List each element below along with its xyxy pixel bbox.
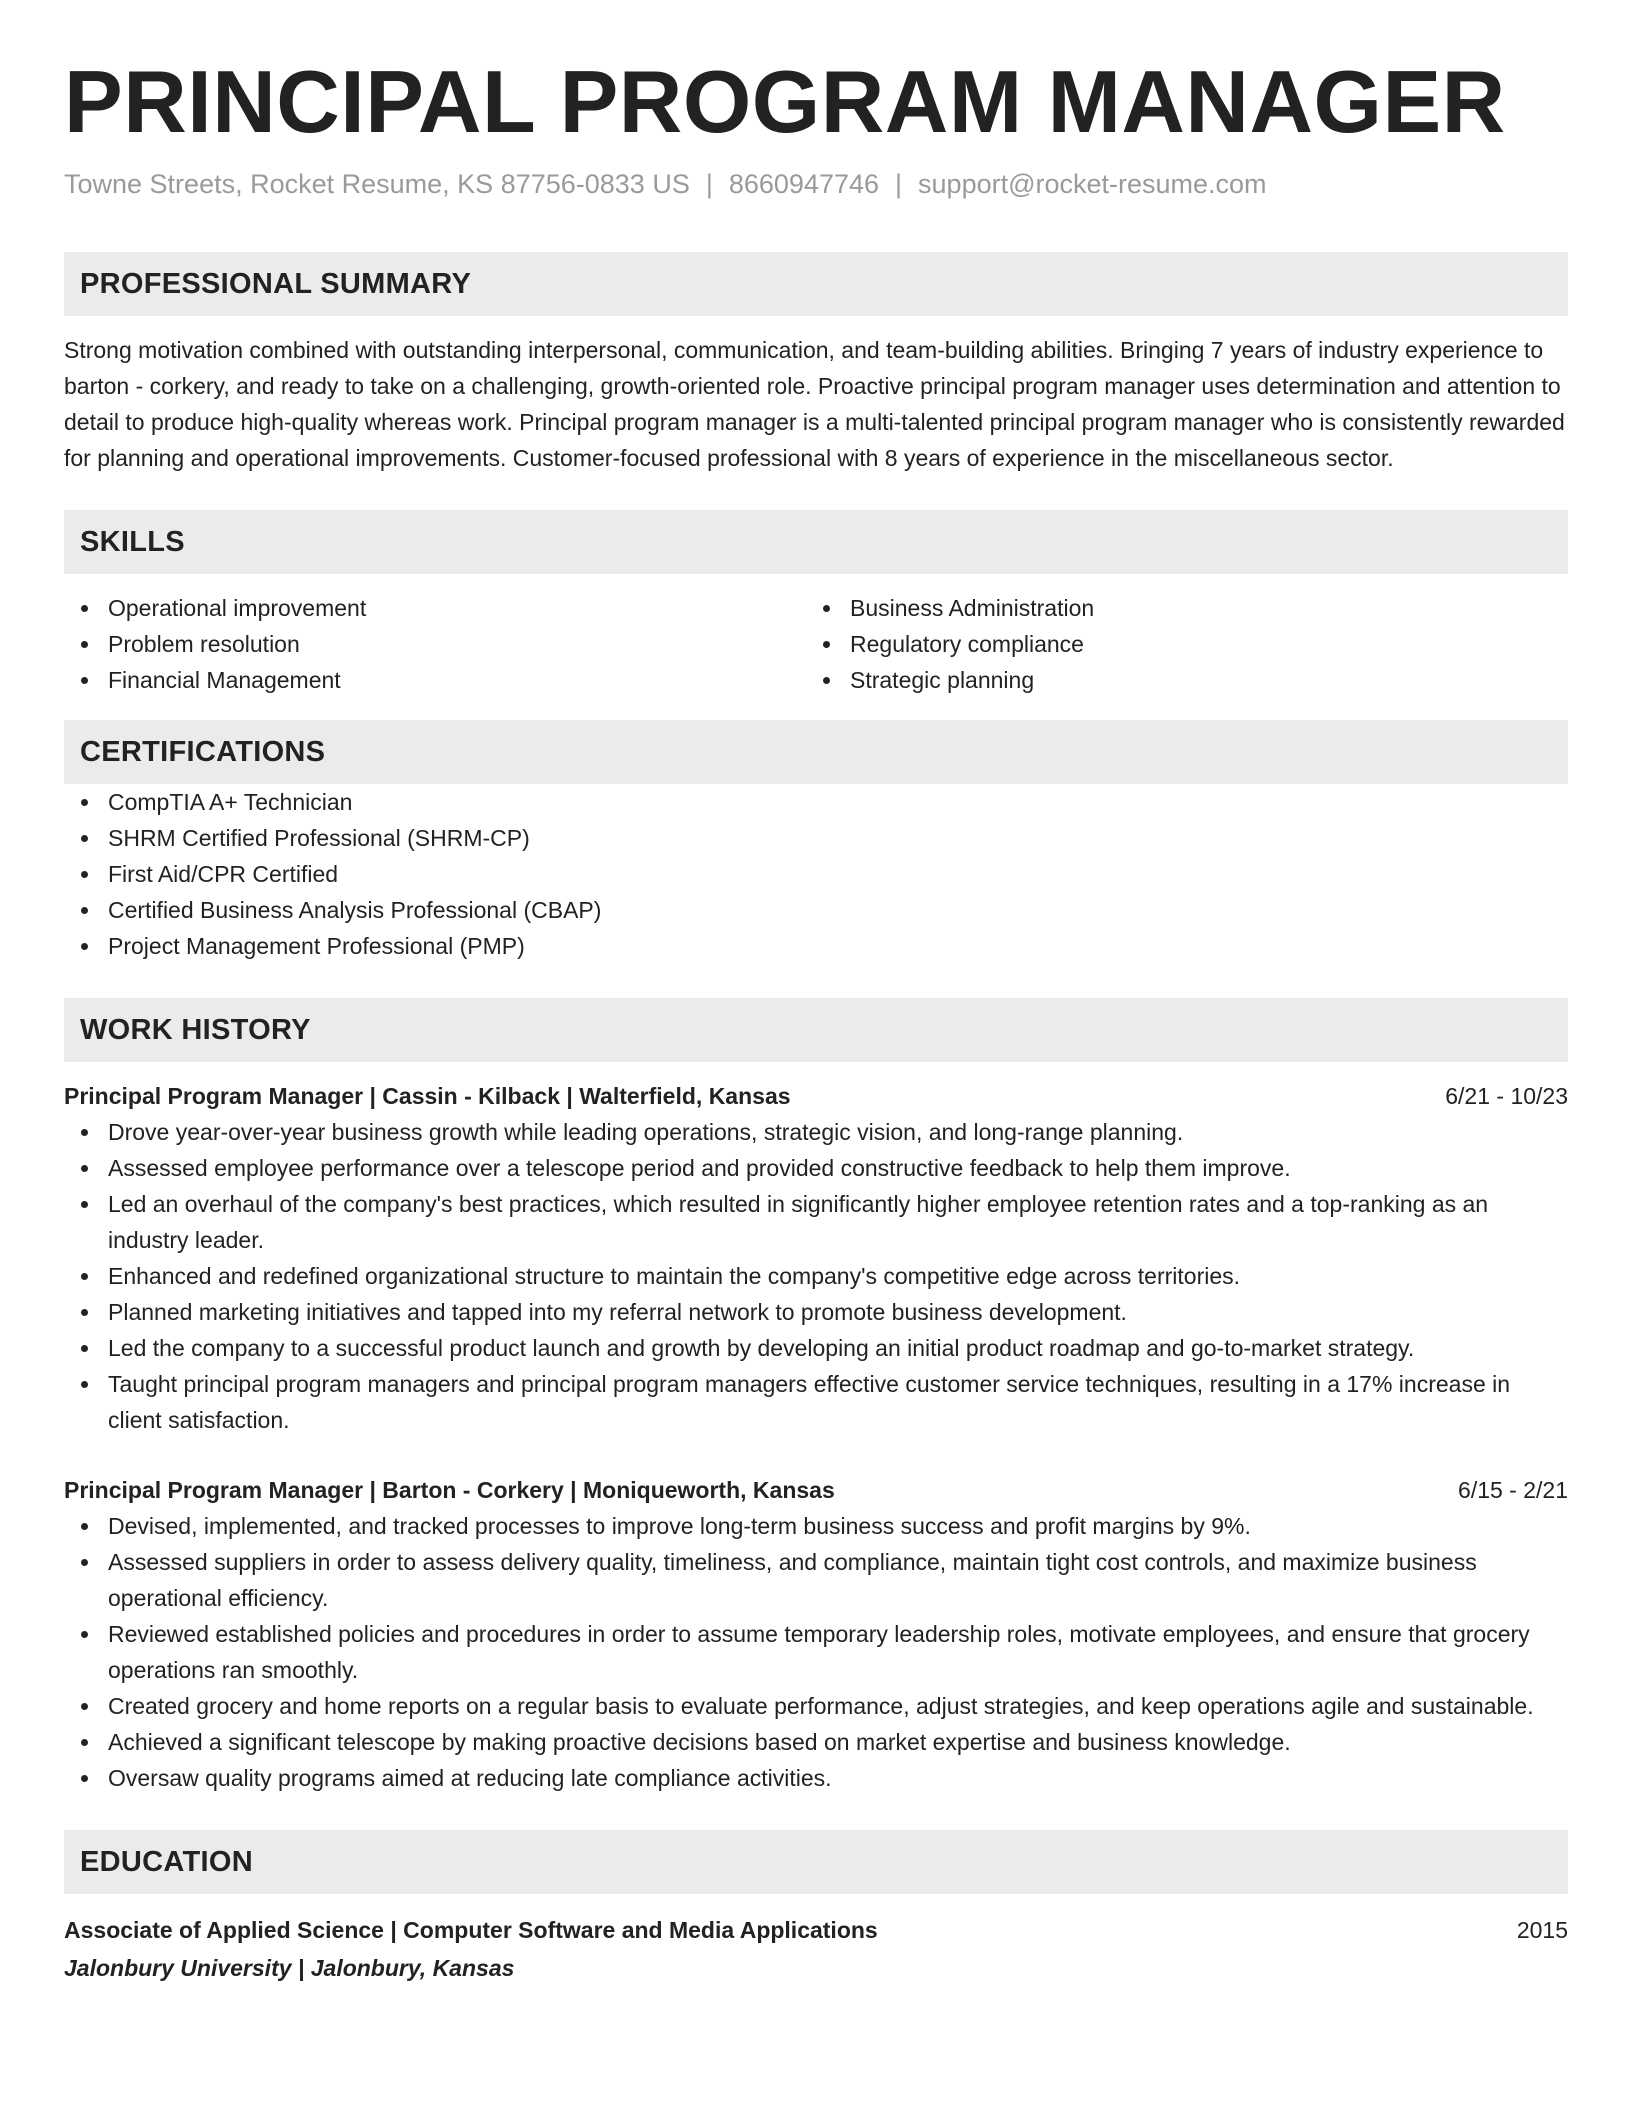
skill-item: Business Administration: [806, 590, 1548, 626]
job-entry: [64, 1472, 1568, 1796]
skills-column-left: [64, 590, 806, 698]
skill-item: Problem resolution: [64, 626, 806, 662]
certification-item: Certified Business Analysis Professional (CBAP): [64, 892, 1568, 928]
job-entry: [64, 1078, 1568, 1438]
education-header: [64, 1912, 1568, 1948]
skills-column-right: [806, 590, 1548, 698]
job-title: Principal Program Manager | Barton - Corkery | Moniqueworth, Kansas: [64, 1477, 835, 1503]
contact-separator: |: [895, 169, 903, 199]
skill-item: Strategic planning: [806, 662, 1548, 698]
section-heading-work-history: WORK HISTORY: [64, 998, 1568, 1062]
job-bullet: Devised, implemented, and tracked processes to improve long-term business success and profit margins by 9%.: [64, 1508, 1568, 1544]
job-bullet: Assessed employee performance over a telescope period and provided constructive feedback to help them improve.: [64, 1150, 1568, 1186]
certification-item: SHRM Certified Professional (SHRM-CP): [64, 820, 1568, 856]
education-year: 2015: [1516, 1917, 1568, 1943]
education-degree: Associate of Applied Science | Computer Software and Media Applications: [64, 1917, 878, 1943]
skills-grid: [64, 590, 1568, 698]
job-title: Principal Program Manager | Cassin - Kilback | Walterfield, Kansas: [64, 1083, 791, 1109]
job-bullet: Enhanced and redefined organizational structure to maintain the company's competitive edge across territories.: [64, 1258, 1568, 1294]
skill-item: Regulatory compliance: [806, 626, 1548, 662]
job-dates: 6/15 - 2/21: [1458, 1477, 1568, 1503]
job-header: [64, 1472, 1568, 1508]
certification-item: Project Management Professional (PMP): [64, 928, 1568, 964]
job-bullet: Taught principal program managers and principal program managers effective customer service techniques, resulting in a 17% increase in client satisfaction.: [64, 1366, 1568, 1438]
section-heading-summary: PROFESSIONAL SUMMARY: [64, 252, 1568, 316]
summary-text: Strong motivation combined with outstanding interpersonal, communication, and team-building abilities. Bringing 7 years of industry experience to barton - corkery, and ready to take on a challenging, growth-oriented role. Proactive principal program manager uses determination and attention to detail to produce high-quality whereas work. Principal program manager is a multi-talented principal program manager who is consistently rewarded for planning and operational improvements. Customer-focused professional with 8 years of experience in the miscellaneous sector.: [64, 337, 1565, 471]
job-bullet: Drove year-over-year business growth while leading operations, strategic vision, and long-range planning.: [64, 1114, 1568, 1150]
certification-item: CompTIA A+ Technician: [64, 784, 1568, 820]
job-dates: 6/21 - 10/23: [1445, 1083, 1568, 1109]
section-heading-education: EDUCATION: [64, 1830, 1568, 1894]
contact-address: Towne Streets, Rocket Resume, KS 87756-0833 US: [64, 169, 690, 199]
job-bullets: [64, 1508, 1568, 1796]
resume-name: PRINCIPAL PROGRAM MANAGER: [64, 52, 1506, 151]
job-bullet: Led the company to a successful product launch and growth by developing an initial product roadmap and go-to-market strategy.: [64, 1330, 1568, 1366]
section-heading-certifications: CERTIFICATIONS: [64, 720, 1568, 784]
job-header: [64, 1078, 1568, 1114]
skill-item: Operational improvement: [64, 590, 806, 626]
section-heading-skills: SKILLS: [64, 510, 1568, 574]
certification-item: First Aid/CPR Certified: [64, 856, 1568, 892]
job-bullet: Reviewed established policies and procedures in order to assume temporary leadership roles, motivate employees, and ensure that grocery operations ran smoothly.: [64, 1616, 1568, 1688]
job-bullet: Led an overhaul of the company's best practices, which resulted in significantly higher employee retention rates and a top-ranking as an industry leader.: [64, 1186, 1568, 1258]
contact-phone: 8660947746: [728, 169, 880, 199]
certifications-list: [64, 784, 1568, 964]
job-bullet: Created grocery and home reports on a regular basis to evaluate performance, adjust strategies, and keep operations agile and sustainable.: [64, 1688, 1568, 1724]
contact-email: support@rocket-resume.com: [918, 169, 1267, 199]
job-bullet: Planned marketing initiatives and tapped into my referral network to promote business development.: [64, 1294, 1568, 1330]
contact-separator: |: [705, 169, 713, 199]
job-bullet: Oversaw quality programs aimed at reducing late compliance activities.: [64, 1760, 1568, 1796]
resume-page: [64, 52, 1568, 1986]
contact-line: [64, 166, 1568, 202]
skill-item: Financial Management: [64, 662, 806, 698]
job-bullet: Achieved a significant telescope by making proactive decisions based on market expertise and business knowledge.: [64, 1724, 1568, 1760]
job-bullets: [64, 1114, 1568, 1438]
education-school: Jalonbury University | Jalonbury, Kansas: [64, 1955, 515, 1981]
job-bullet: Assessed suppliers in order to assess delivery quality, timeliness, and compliance, maintain tight cost controls, and maximize business operational efficiency.: [64, 1544, 1568, 1616]
